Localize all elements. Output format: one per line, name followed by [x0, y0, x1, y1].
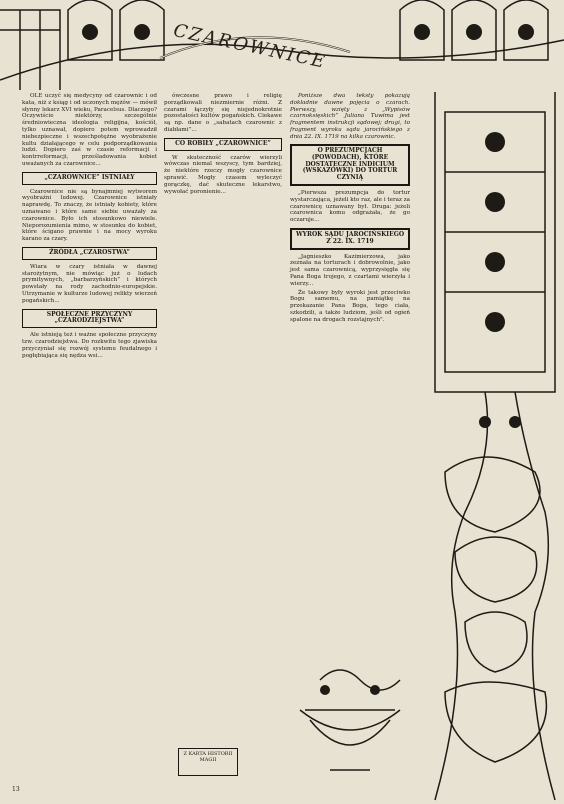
column-right-intro	[290, 93, 410, 140]
section-przyczyny-text: Ale istnieją też i ważne społeczne przyczyny tzw. czarodziejstwa. Do rozkwitu tego zjawiska przyczyniał się rozwój systemu feudalnego i pogłębiająca się nędza wsi...	[22, 332, 157, 359]
page-title: CZAROWNICE	[171, 20, 329, 73]
section-zrodla-text: Wiara w czary istniała w dawnej starożytnym, nie mówiąc już o ludach prymitywnych, „barbarzyńskich” i których powstały na rody zachodnio-europejskie. Utrzymanie w kulturze ludowej relikty wierzeń pogańskich...	[22, 263, 157, 304]
cauldron-illustration	[290, 620, 410, 800]
middle-intro: ówczesne prawo i religię porządkowali niezmiernie różni. Z czarami łączyły się niejednokrotnie pozostałości kultów pogańskich. Ciekawe są np. dane o „sabatach czarownic z diabłami”...	[164, 93, 282, 133]
stamp-text: Z KARTA HISTORII MAGII	[183, 751, 233, 763]
column-middle	[164, 93, 282, 693]
section-istnialy-text: Czarownice nie są bynajmniej wytworem wyobraźni ludowej. Czarownice istniały naprawdę. To znaczy, że istniały kobiety, które uznawano i które same siebie uważały za czarownice. Było ich stosunkowo niewiele. Nieporozumienia mimo, w stosunku do kobiet, które ścigano prawnie i na mocy wyroku karano za czary.	[22, 188, 157, 243]
closing-text: Że takowy były wyroki jest przeciwko Bogu samemu, na pamiątkę na przekazanie Pana Boga, tego ciała, szkodzili, a także ludziom, jeśli od ogień spalone na drogach rozstajnych".	[290, 289, 410, 323]
right-intro: Poniższe dwa teksty pokazują dokładnie dawne pojęcia o czarach. Pierwszy, wzięty z „Wypisów czarnoksięskich” Juliana Tuwima jest fragmentem instrukcji sądowej; drugi, to fragment wyroku sądu jarocińskiego z dnia 22. IX. 1719 na kilka czarownic.	[290, 93, 410, 140]
section-header-istnialy: „CZAROWNICE” ISTNIAŁY	[22, 172, 157, 185]
column-left	[22, 93, 157, 733]
box-prezumpcje-title: O PREZUMPCJACH (POWODACH), KTÓRE DOSTATECZNE INDICIUM (WSKAZÓWKI) DO TORTUR CZYNIĄ	[290, 144, 410, 186]
section-co-robily-text: W skuteczność czarów wierzyli wówczas niemal wszyscy, tym bardziej, że niektóre rzeczy mogły czarownice sprawić. Mogły czasem wyleczyć gorączkę, dać skuteczne lekarstwo, wywołać poronienie...	[164, 154, 282, 195]
box-wyrok-text: „Jagnieszko Kazimierzowa, jako zeznała na torturach i dobrowolnie, jako jest sama czarownicą, wyprzysięgła się Pana Boga trojego, z czartami wierzyła i wierzy...	[290, 253, 410, 287]
side-illustration	[425, 92, 564, 800]
box-prezumpcje-text: „Pierwsza prezumpcja do tortur wystarczająca, jeżeli kto raz, ale i teraz za czarownicę uznawany był. Druga: jeżeli czarownica komu odgrażała, że go oczaruje...	[290, 189, 410, 224]
page-number: 13	[12, 786, 20, 793]
header-illustration	[0, 0, 564, 92]
cauldron-drawing	[290, 620, 410, 800]
section-header-zrodla: ŹRÓDŁA „CZAROSTWA”	[22, 247, 157, 260]
box-wyrok-title: WYROK SĄDU JAROCIŃSKIEGO Z 22. IX. 1719	[290, 228, 410, 250]
section-header-przyczyny: SPOŁECZNE PRZYCZYNY „CZARODZIEJSTWA”	[22, 309, 157, 329]
section-header-co-robily: CO ROBIŁY „CZAROWNICE”	[164, 138, 282, 151]
stamp	[178, 748, 238, 776]
intro-paragraph: OLE uczyć się medycyny od czarownic i od kata, niż z ksiąg i od uczonych mężów — mówił słynny lekarz XVI wieku, Paracelsus. Dlaczego? Oczywiście niektórzy, szczególnie średniowieczna ideologia religijna, kościół, tylko uznawał, dopiero potem wprowadził niebezpieczne i wszechpotężne wyobrażenie kultu działającego w celu podporządkowania ludzi. Dopiero zaś w czasie reformacji i kontrreformacji, prześladowania kobiet uważanych za czarownice...	[22, 93, 157, 167]
